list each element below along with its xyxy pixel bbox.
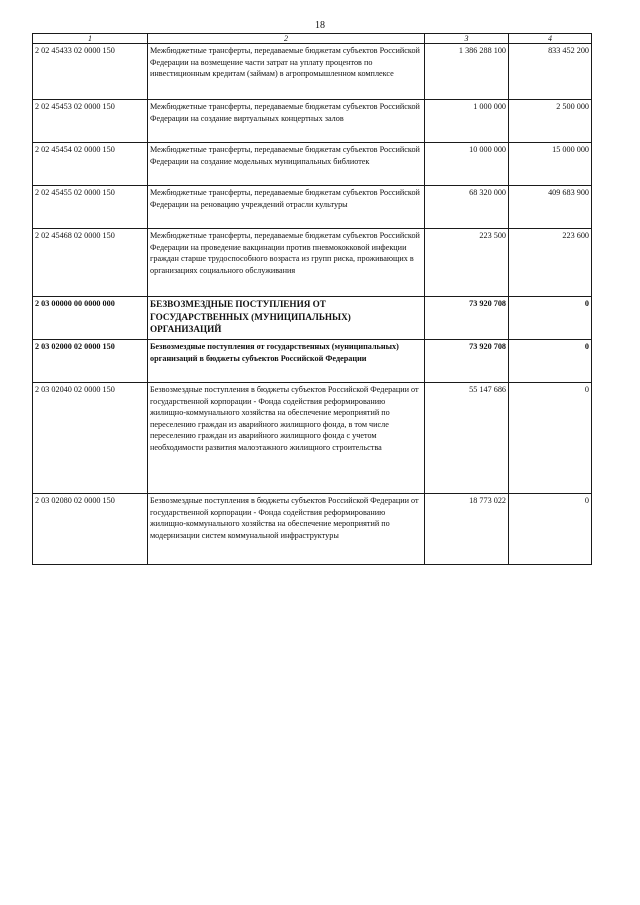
page-number: 18 [315, 20, 325, 31]
table-row [33, 383, 592, 494]
row-code: 2 02 45455 02 0000 150 [33, 186, 148, 229]
row-name: Межбюджетные трансферты, передаваемые бюджетам субъектов Российской Федерации на реновацию учреждений отрасли культуры [148, 186, 425, 229]
row-value-col3: 1 386 288 100 [425, 44, 509, 100]
row-code: 2 02 45453 02 0000 150 [33, 100, 148, 143]
row-value-col4: 0 [509, 494, 592, 565]
table-row-subtotal [33, 340, 592, 383]
row-name: Межбюджетные трансферты, передаваемые бюджетам субъектов Российской Федерации на возмещение части затрат на уплату процентов по инвестиционным кредитам (займам) в агропромышленном комплексе [148, 44, 425, 100]
table-row [33, 100, 592, 143]
column-header-2: 2 [148, 34, 425, 44]
row-name: Межбюджетные трансферты, передаваемые бюджетам субъектов Российской Федерации на создание модельных муниципальных библиотек [148, 143, 425, 186]
row-value-col3: 55 147 686 [425, 383, 509, 494]
row-value-col4: 0 [509, 297, 592, 340]
table-row [33, 44, 592, 100]
row-name: Межбюджетные трансферты, передаваемые бюджетам субъектов Российской Федерации на проведение вакцинации против пневмококковой инфекции граждан старше трудоспособного возраста из групп риска, проживающих в организациях социального обслуживания [148, 229, 425, 297]
row-value-col4: 0 [509, 340, 592, 383]
row-name: Безвозмездные поступления в бюджеты субъектов Российской Федерации от государственной корпорации - Фонда содействия реформированию жилищно-коммунального хозяйства на обеспечение мероприятий по переселению граждан из аварийного жилищного фонда, в том числе переселению граждан из аварийного жилищного фонда с учетом необходимости развития малоэтажного жилищного строительства [148, 383, 425, 494]
row-value-col3: 73 920 708 [425, 340, 509, 383]
row-code: 2 03 02000 02 0000 150 [33, 340, 148, 383]
row-value-col3: 68 320 000 [425, 186, 509, 229]
row-value-col4: 2 500 000 [509, 100, 592, 143]
column-header-1: 1 [33, 34, 148, 44]
column-header-4: 4 [509, 34, 592, 44]
row-value-col4: 223 600 [509, 229, 592, 297]
row-value-col3: 10 000 000 [425, 143, 509, 186]
table-row [33, 186, 592, 229]
row-name: БЕЗВОЗМЕЗДНЫЕ ПОСТУПЛЕНИЯ ОТ ГОСУДАРСТВЕННЫХ (МУНИЦИПАЛЬНЫХ) ОРГАНИЗАЦИЙ [148, 297, 425, 340]
row-name: Безвозмездные поступления в бюджеты субъектов Российской Федерации от государственной корпорации - Фонда содействия реформированию жилищно-коммунального хозяйства на обеспечение мероприятий по модернизации систем коммунальной инфраструктуры [148, 494, 425, 565]
budget-revenue-table [32, 33, 592, 565]
row-name: Безвозмездные поступления от государственных (муниципальных) организаций в бюджеты субъектов Российской Федерации [148, 340, 425, 383]
row-code: 2 03 02080 02 0000 150 [33, 494, 148, 565]
row-code: 2 02 45454 02 0000 150 [33, 143, 148, 186]
table-row-section-total [33, 297, 592, 340]
row-value-col4: 833 452 200 [509, 44, 592, 100]
row-name: Межбюджетные трансферты, передаваемые бюджетам субъектов Российской Федерации на создание виртуальных концертных залов [148, 100, 425, 143]
row-value-col4: 15 000 000 [509, 143, 592, 186]
table-row [33, 143, 592, 186]
row-value-col4: 0 [509, 383, 592, 494]
row-value-col4: 409 683 900 [509, 186, 592, 229]
row-code: 2 02 45468 02 0000 150 [33, 229, 148, 297]
row-code: 2 03 00000 00 0000 000 [33, 297, 148, 340]
row-code: 2 02 45433 02 0000 150 [33, 44, 148, 100]
row-value-col3: 73 920 708 [425, 297, 509, 340]
table-row [33, 494, 592, 565]
row-value-col3: 1 000 000 [425, 100, 509, 143]
row-value-col3: 223 500 [425, 229, 509, 297]
row-value-col3: 18 773 022 [425, 494, 509, 565]
table-header-row [33, 34, 592, 44]
table-row [33, 229, 592, 297]
column-header-3: 3 [425, 34, 509, 44]
row-code: 2 03 02040 02 0000 150 [33, 383, 148, 494]
